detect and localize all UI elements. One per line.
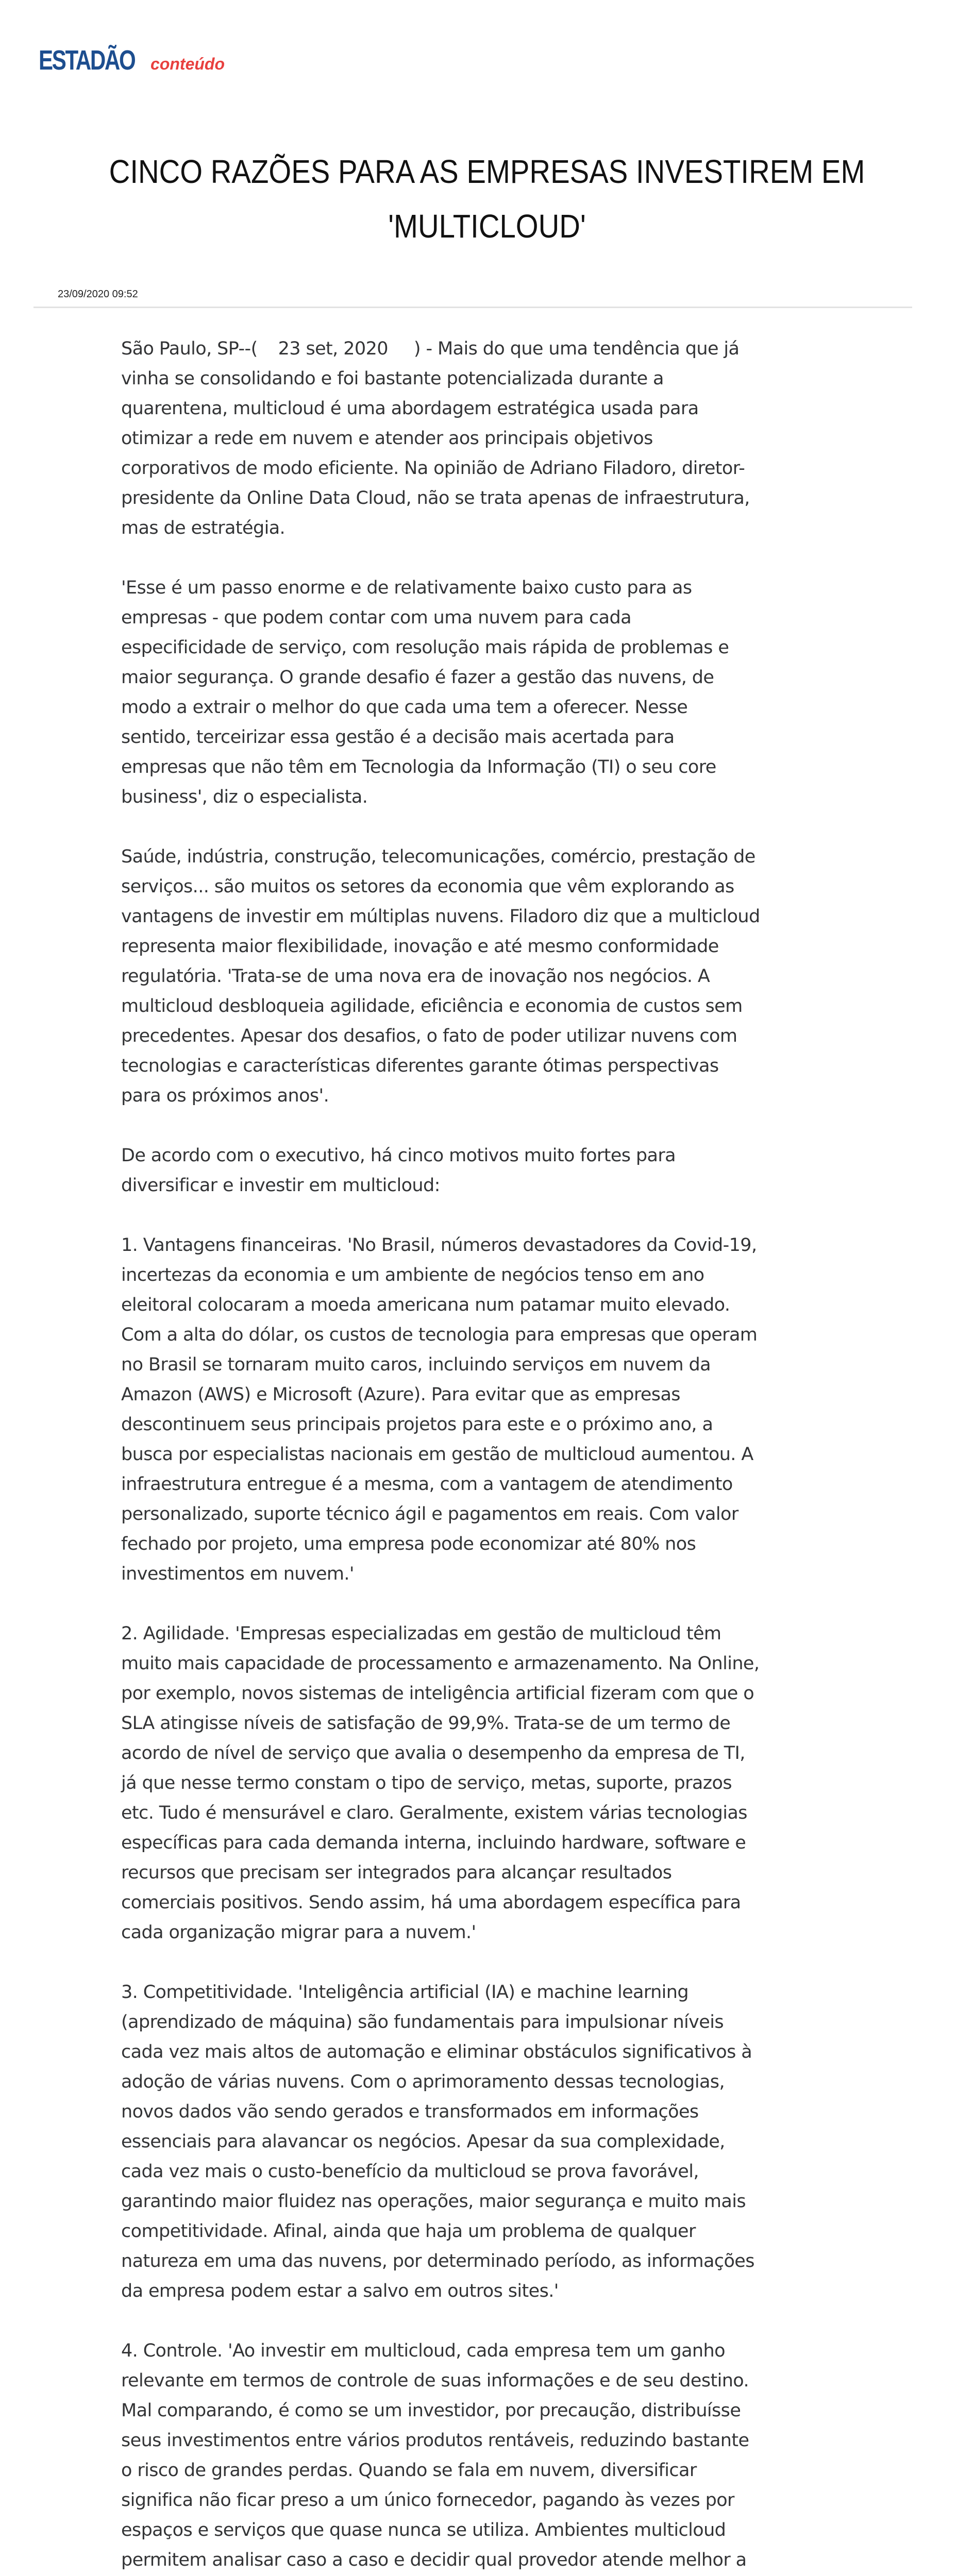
article-title: CINCO RAZÕES PARA AS EMPRESAS INVESTIREM EM 'MULTICLOUD' xyxy=(109,153,865,245)
site-header xyxy=(0,0,974,103)
dateline-date: 23 set, 2020 xyxy=(278,338,388,359)
estadao-conteudo-logo[interactable] xyxy=(39,44,225,76)
article-paragraph: De acordo com o executivo, há cinco motivos muito fortes para diversificar e investir em multicloud: xyxy=(121,1145,676,1196)
logo-wordmark: ESTADÃO xyxy=(39,45,135,76)
article-paragraph: Saúde, indústria, construção, telecomunicações, comércio, prestação de serviços... são muitos os setores da economia que vêm explorando as vantagens de investir em múltiplas nuvens. Filadoro diz que a multicloud representa maior flexibilidade, inovação e até mesmo conformidade regulatória. 'Trata-se de uma nova era de inovação nos negócios. A multicloud desbloqueia agilidade, eficiência e economia de custos sem precedentes. Apesar dos desafios, o fato de poder utilizar nuvens com tecnologias e características diferentes garante ótimas perspectivas para os próximos anos'. xyxy=(121,846,760,1106)
article-body xyxy=(121,308,760,2576)
dateline-paragraph xyxy=(121,334,760,543)
reason-agility: 2. Agilidade. 'Empresas especializadas em gestão de multicloud têm muito mais capacidade de processamento e armazenamento. Na Online, por exemplo, novos sistemas de inteligência artificial fizeram com que o SLA atingisse níveis de satisfação de 99,9%. Trata-se de um termo de acordo de nível de serviço que avalia o desempenho da empresa de TI, já que nesse termo constam o tipo de serviço, metas, suporte, prazos etc. Tudo é mensurável e claro. Geralmente, existem várias tecnologias específicas para cada demanda interna, incluindo hardware, software e recursos que precisam ser integrados para alcançar resultados comerciais positivos. Sendo assim, há uma abordagem específica para cada organização migrar para a nuvem.' xyxy=(121,1623,760,1943)
logo-subtitle: conteúdo xyxy=(150,55,225,73)
publish-date: 23/09/2020 09:52 xyxy=(58,289,138,300)
dateline-lead: ) - Mais do que uma tendência que já vinha se consolidando e foi bastante potencializada durante a quarentena, multicloud é uma abordagem estratégica usada para otimizar a rede em nuvem e atender aos principais objetivos corporativos de modo eficiente. Na opinião de Adriano Filadoro, diretor-presidente da Online Data Cloud, não se trata apenas de infraestrutura, mas de estratégia. xyxy=(121,338,750,538)
dateline-location: São Paulo, SP--( xyxy=(121,338,258,359)
article-paragraph: 'Esse é um passo enorme e de relativamente baixo custo para as empresas - que podem contar com uma nuvem para cada especificidade de serviço, com resolução mais rápida de problemas e maior segurança. O grande desafio é fazer a gestão das nuvens, de modo a extrair o melhor do que cada uma tem a oferecer. Nesse sentido, terceirizar essa gestão é a decisão mais acertada para empresas que não têm em Tecnologia da Informação (TI) o seu core business', diz o especialista. xyxy=(121,578,729,807)
reason-control: 4. Controle. 'Ao investir em multicloud, cada empresa tem um ganho relevante em termos de controle de suas informações e de seu destino. Mal comparando, é como se um investidor, por precaução, distribuísse seus investimentos entre vários produtos rentáveis, reduzindo bastante o risco de grandes perdas. Quando se fala em nuvem, diversificar significa não ficar preso a um único fornecedor, pagando às vezes por espaços e serviços que quase nunca se utiliza. Ambientes multicloud permitem analisar caso a caso e decidir qual provedor atende melhor a xyxy=(121,2341,749,2570)
reason-financial: 1. Vantagens financeiras. 'No Brasil, números devastadores da Covid-19, incertezas da economia e um ambiente de negócios tenso em ano eleitoral colocaram a moeda americana num patamar muito elevado. Com a alta do dólar, os custos de tecnologia para empresas que operam no Brasil se tornaram muito caros, incluindo serviços em nuvem da Amazon (AWS) e Microsoft (Azure). Para evitar que as empresas descontinuem seus principais projetos para este e o próximo ano, a busca por especialistas nacionais em gestão de multicloud aumentou. A infraestrutura entregue é a mesma, com a vantagem de atendimento personalizado, suporte técnico ágil e pagamentos em reais. Com valor fechado por projeto, uma empresa pode economizar até 80% nos investimentos em nuvem.' xyxy=(121,1235,758,1584)
article-header xyxy=(0,144,974,253)
reason-competitiveness: 3. Competitividade. 'Inteligência artificial (IA) e machine learning (aprendizado de máquina) são fundamentais para impulsionar níveis cada vez mais altos de automação e eliminar obstáculos significativos à adoção de várias nuvens. Com o aprimoramento dessas tecnologias, novos dados vão sendo gerados e transformados em informações essenciais para alavancar os negócios. Apesar da sua complexidade, cada vez mais o custo-benefício da multicloud se prova favorável, garantindo maior fluidez nas operações, maior segurança e muito mais competitividade. Afinal, ainda que haja um problema de qualquer natureza em uma das nuvens, por determinado período, as informações da empresa podem estar a salvo em outros sites.' xyxy=(121,1982,754,2301)
